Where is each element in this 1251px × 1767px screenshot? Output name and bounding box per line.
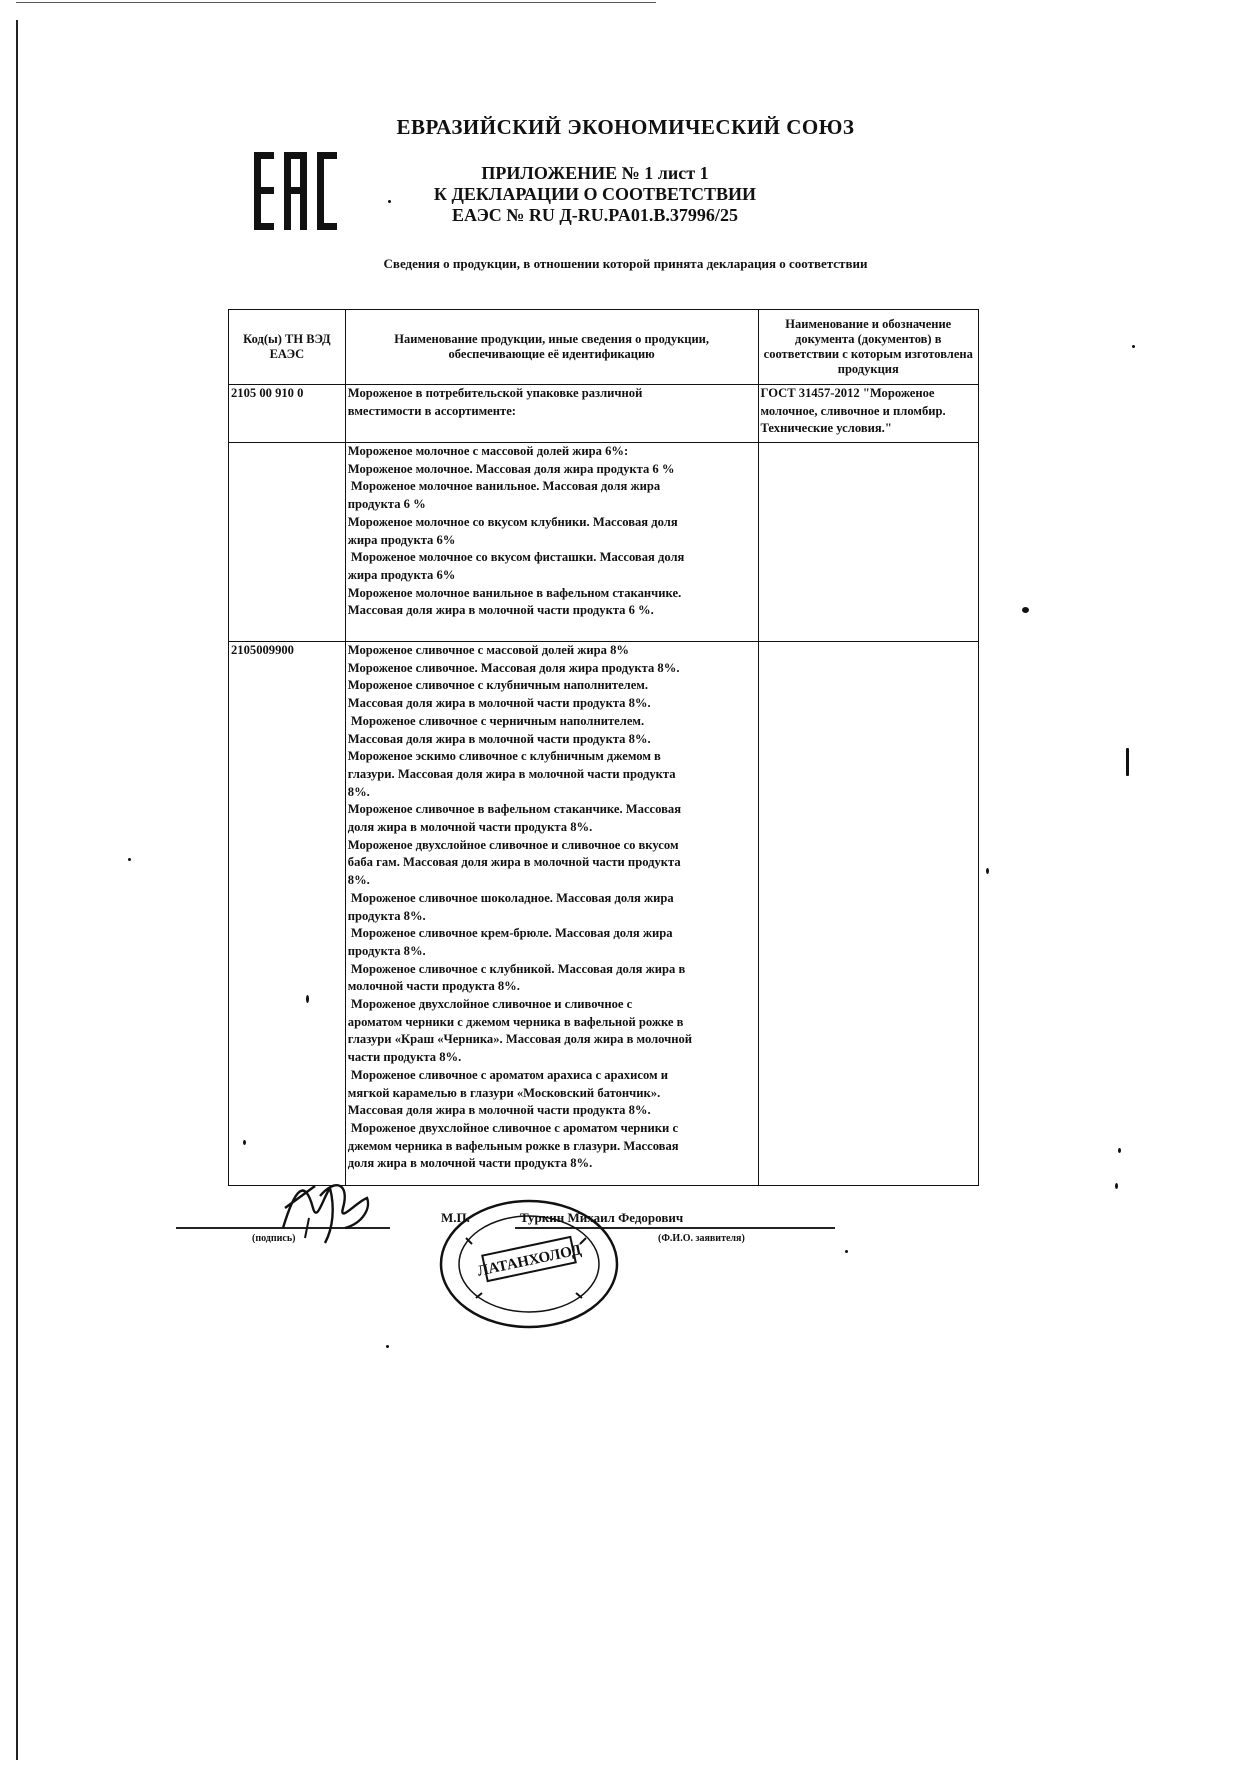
handwritten-signature [275, 1168, 385, 1250]
product-line: глазури. Массовая доля жира в молочной части продукта [347, 766, 676, 781]
standard-document-cell: ГОСТ 31457-2012 "Мороженое молочное, сливочное и пломбир. Технические условия." [758, 385, 978, 443]
union-title: ЕВРАЗИЙСКИЙ ЭКОНОМИЧЕСКИЙ СОЮЗ [396, 115, 855, 139]
eac-logo [252, 150, 342, 232]
product-line: Массовая доля жира в молочной части продукта 8%. [347, 731, 651, 746]
page-edge-left [16, 20, 18, 1760]
hs-code-cell: 2105 00 910 0 [229, 385, 346, 443]
table-row [229, 385, 979, 443]
product-line: джемом черника в вафельным рожке в глазури. Массовая [347, 1138, 679, 1153]
product-line: Мороженое двухслойное сливочное с ароматом черники с [347, 1120, 679, 1135]
header-document: Наименование и обозначение документа (документов) в соответствии с которым изготовлена продукция [758, 310, 978, 385]
product-line: Мороженое сливочное с ароматом арахиса с арахисом и [347, 1067, 668, 1082]
scan-speck [128, 858, 131, 861]
appendix-heading [400, 163, 790, 226]
products-table [228, 309, 979, 1186]
intro-text: Сведения о продукции, в отношении которой принята декларация о соответствии [383, 256, 868, 271]
product-line: части продукта 8%. [347, 1050, 462, 1065]
scan-speck [1118, 1148, 1121, 1153]
product-line: Массовая доля жира в молочной части продукта 6 %. [347, 603, 654, 618]
scan-speck [243, 1140, 246, 1145]
appendix-line-2: К ДЕКЛАРАЦИИ О СООТВЕТСТВИИ [433, 184, 757, 204]
product-line: мягкой карамелью в глазури «Московский батончик». [347, 1085, 661, 1100]
scan-speck [1022, 607, 1029, 613]
signature-caption: (подпись) [252, 1233, 296, 1244]
product-line: Мороженое эскимо сливочное с клубничным джемом в [347, 749, 661, 764]
table-row [229, 443, 979, 642]
product-line: Мороженое молочное. Массовая доля жира продукта 6 % [347, 461, 675, 476]
page-edge-top [16, 2, 656, 3]
product-line: Массовая доля жира в молочной части продукта 8%. [347, 696, 651, 711]
product-line: Мороженое сливочное шоколадное. Массовая доля жира [347, 890, 674, 905]
scan-speck [388, 200, 391, 203]
product-line: Мороженое сливочное крем-брюле. Массовая доля жира [347, 926, 673, 941]
name-caption: (Ф.И.О. заявителя) [658, 1233, 745, 1244]
stamp-place-label: М.П. [441, 1210, 470, 1225]
scan-speck [386, 1345, 389, 1348]
product-description-cell [345, 642, 758, 1186]
product-line: Мороженое сливочное с черничным наполнителем. [347, 713, 645, 728]
hs-code-cell [229, 443, 346, 642]
product-line: жира продукта 6% [347, 567, 456, 582]
product-line: Мороженое молочное со вкусом фисташки. Массовая доля [347, 550, 685, 565]
product-line: Мороженое сливочное с клубничным наполнителем. [347, 678, 649, 693]
header-product-name: Наименование продукции, иные сведения о продукции, обеспечивающие её идентификацию [345, 310, 758, 385]
header-code: Код(ы) ТН ВЭД ЕАЭС [229, 310, 346, 385]
appendix-line-1: ПРИЛОЖЕНИЕ № 1 лист 1 [481, 163, 709, 183]
scan-speck [986, 868, 989, 874]
product-line: Мороженое молочное со вкусом клубники. Массовая доля [347, 514, 678, 529]
product-line: Мороженое сливочное с клубникой. Массовая доля жира в [347, 961, 686, 976]
product-line: Мороженое молочное ванильное в вафельном стаканчике. [347, 585, 682, 600]
product-line: Мороженое сливочное с массовой долей жира 8% [347, 643, 630, 657]
product-line: 8%. [347, 784, 370, 799]
product-line: жира продукта 6% [347, 532, 456, 547]
table-body [229, 385, 979, 1186]
product-line: Массовая доля жира в молочной части продукта 8%. [347, 1103, 651, 1118]
product-line: Мороженое двухслойное сливочное и сливочное с [347, 997, 633, 1012]
round-seal-stamp [436, 1198, 622, 1330]
product-line: глазури «Краш «Черника». Массовая доля жира в молочной [347, 1032, 693, 1047]
standard-document-cell [758, 443, 978, 642]
product-line: Мороженое в потребительской упаковке различной [347, 386, 643, 400]
product-line: молочной части продукта 8%. [347, 979, 520, 994]
product-line: вместимости в ассортименте: [347, 403, 516, 418]
product-description-cell [345, 385, 758, 443]
product-line: Мороженое молочное с массовой долей жира 6%: [347, 444, 629, 458]
scan-speck [1132, 345, 1135, 348]
product-line: продукта 6 % [347, 497, 426, 512]
scan-speck [845, 1250, 848, 1253]
scan-speck [1126, 748, 1129, 776]
product-line: доля жира в молочной части продукта 8%. [347, 820, 593, 835]
product-line: продукта 8%. [347, 908, 426, 923]
hs-code-cell: 2105009900 [229, 642, 346, 1186]
product-line: ароматом черники с джемом черника в вафельной рожке в [347, 1014, 684, 1029]
scan-speck [306, 995, 309, 1003]
table-header-row [229, 310, 979, 385]
product-line: Мороженое двухслойное сливочное и сливочное со вкусом [347, 837, 679, 852]
product-line: Мороженое молочное ванильное. Массовая доля жира [347, 479, 661, 494]
standard-document-cell [758, 642, 978, 1186]
product-line: баба гам. Массовая доля жира в молочной части продукта [347, 855, 681, 870]
declaration-number: ЕАЭС № RU Д-RU.PA01.B.37996/25 [452, 205, 738, 225]
product-line: 8%. [347, 873, 370, 888]
scan-speck [1115, 1183, 1118, 1189]
product-line: доля жира в молочной части продукта 8%. [347, 1156, 593, 1171]
table-row [229, 642, 979, 1186]
product-description-cell [345, 443, 758, 642]
svg-text:ЛАТАНХОЛОД: ЛАТАНХОЛОД [475, 1242, 583, 1280]
product-line: Мороженое сливочное. Массовая доля жира продукта 8%. [347, 660, 680, 675]
product-line: Мороженое сливочное в вафельном стаканчике. Массовая [347, 802, 682, 817]
director-name: Туркин Михаил Федорович [520, 1210, 684, 1225]
product-line: продукта 8%. [347, 943, 426, 958]
